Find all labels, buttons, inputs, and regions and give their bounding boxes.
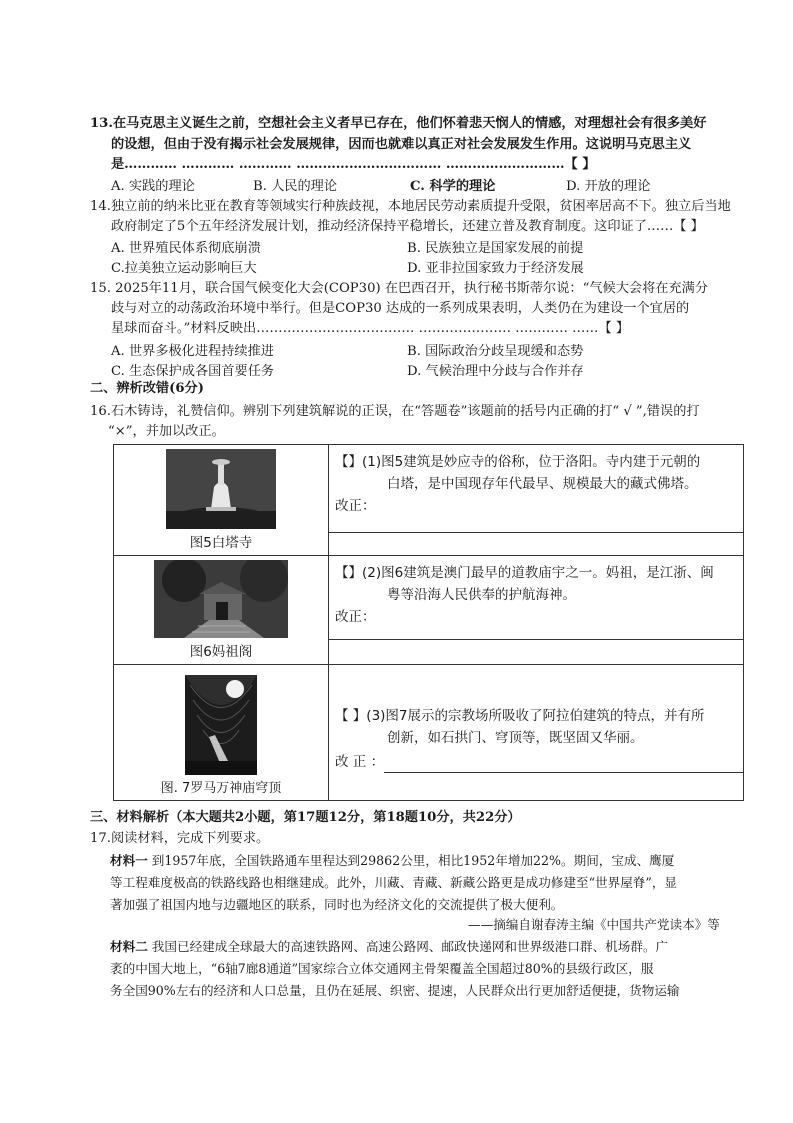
q16-item-3-text: (3)图7展示的宗教场所吸收了阿拉伯建筑的特点，并有所 [366,708,705,724]
q13-line-1: 13.在马克思主义诞生之前，空想社会主义者早已存在，他们怀着悲天悯人的情感，对理想社会有很多美好 [90,116,707,131]
q16-image-cell-2 [114,556,329,665]
q16-line-1: 16.石木铸诗，礼赞信仰。辨别下列建筑解说的正误，在“答题卷”该题前的括号内正确的打“ √ ”,错误的打 [90,404,700,419]
q14-option-d: D. 亚非拉国家致力于经济发展 [407,261,584,276]
q15-option-a: A. 世界多极化进程持续推进 [111,344,274,359]
answer-bracket-2[interactable]: 【】 [335,565,362,581]
pantheon-dome-photo [185,675,257,775]
section-3-title: 三、材料解析（本大题共2小题，第17题12分，第18题10分，共22分） [90,810,521,825]
q16-item-3-text-cont: 创新，如石拱门、穹顶等，既坚固又华丽。 [387,730,644,746]
q16-question-3 [329,665,744,801]
q13-option-a: A. 实践的理论 [111,179,195,194]
q16-item-3-fix-row [335,751,737,773]
answer-bracket-1[interactable]: 【】 [335,454,362,470]
material-1-source: ——摘编自谢春涛主编《中国共产党读本》等 [468,917,720,932]
figure-7-caption: 图. 7罗马万神庙穹顶 [160,781,282,796]
q16-item-2-fix-label: 改正： [335,609,376,625]
material-2-line-1: 材料二 我国已经建成全球最大的高速铁路网、高速公路网、邮政快递网和世界级港口群、机场群。广 [110,939,669,954]
q16-question-1 [329,445,744,533]
q15-line-3: 星球而奋斗。”材料反映出……………………………… ………………… ………… ……【 】 [111,321,630,336]
q16-fix-line-3[interactable] [384,758,743,773]
q16-fix-area-2[interactable] [329,640,744,665]
material-1-line-3: 著加强了祖国内地与边疆地区的联系，同时也为经济文化的交流提供了极大便利。 [110,897,564,912]
q14-option-b: B. 民族独立是国家发展的前提 [407,241,584,256]
q16-item-1-text-cont: 白塔，是中国现存年代最早、规模最大的藏式佛塔。 [387,476,698,492]
q13-option-b: B. 人民的理论 [253,179,338,194]
q13-line-3: 是………… ………… ………… …………………………… ………………………【 】 [111,157,596,172]
material-2-label: 材料二 [110,939,148,954]
q14-option-c: C.拉美独立运动影响巨大 [111,261,257,276]
material-1-line-2: 等工程难度极高的铁路线路也相继建成。此外，川藏、青藏、新藏公路更是成功修建至“世界屋脊”，显 [110,875,678,890]
q16-item-3-fix-label: 改 正 ： [335,754,385,770]
material-2-line-3: 务全国90%左右的经济和人口总量，且仍在延展、织密、提速，人民群众出行更加舒适便捷，货物运输 [110,983,680,998]
material-1-label: 材料一 [110,853,148,868]
q16-line-2: “×”，并加以改正。 [108,424,225,439]
q15-option-c: C. 生态保护成各国首要任务 [111,364,275,379]
material-1-line-1: 材料一 到1957年底，全国铁路通车里程达到29862公里，相比1952年增加22%。期间，宝成、鹰厦 [110,853,675,868]
q14-option-a: A. 世界殖民体系彻底崩溃 [111,241,261,256]
q15-line-2: 歧与对立的动荡政治环境中举行。但是COP30 达成的一系列成果表明，人类仍在为建设一个宜居的 [111,301,690,316]
q13-option-d: D. 开放的理论 [566,179,651,194]
q16-item-1-text: (1)图5建筑是妙应寺的俗称，位于洛阳。寺内建于元朝的 [362,454,701,470]
q16-image-cell-1 [114,445,329,556]
q16-fix-area-1[interactable] [329,533,744,556]
figure-6-caption: 图6妈祖阁 [189,644,253,660]
q16-image-cell-3 [114,665,329,801]
material-2-line-2: 袤的中国大地上，“6轴7廊8通道”国家综合立体交通网主骨架覆盖全国超过80%的县级行政区，服 [110,961,654,976]
q13-line-2: 的设想，但由于没有揭示社会发展规律，因而也就难以真正对社会发展发生作用。这说明马克思主义 [111,137,692,152]
figure-5-caption: 图5白塔寺 [189,535,253,551]
q16-question-2 [329,556,744,640]
q16-table [113,444,744,801]
q16-item-2-text-cont: 粤等沿海人民供奉的护航海神。 [387,587,576,603]
q15-option-b: B. 国际政治分歧呈现缓和态势 [407,344,584,359]
mazu-temple-photo [154,560,288,638]
q13-option-c: C. 科学的理论 [410,179,496,194]
q16-item-1-fix-label: 改正： [335,498,376,514]
q16-item-2-text: (2)图6建筑是澳门最早的道教庙宇之一。妈祖，是江浙、闽 [362,565,714,581]
section-2-title: 二、辨析改错(6分) [90,381,204,396]
q14-line-2: 政府制定了5个五年经济发展计划，推动经济保持平稳增长，还建立普及教育制度。这印证了……【 】 [111,219,704,234]
baita-temple-photo [166,449,276,529]
q15-option-d: D. 气候治理中分歧与合作并存 [407,364,584,379]
q15-line-1: 15. 2025年11月，联合国气候变化大会(COP30) 在巴西召开，执行秘书斯蒂尔说：“气候大会将在充满分 [90,281,709,296]
answer-bracket-3[interactable]: 【 】 [335,708,367,724]
q14-line-1: 14.独立前的纳米比亚在教育等领域实行种族歧视，本地居民劳动素质提升受限，贫困率居高不下。独立后当地 [90,199,731,214]
q17-intro: 17.阅读材料，完成下列要求。 [90,831,270,846]
